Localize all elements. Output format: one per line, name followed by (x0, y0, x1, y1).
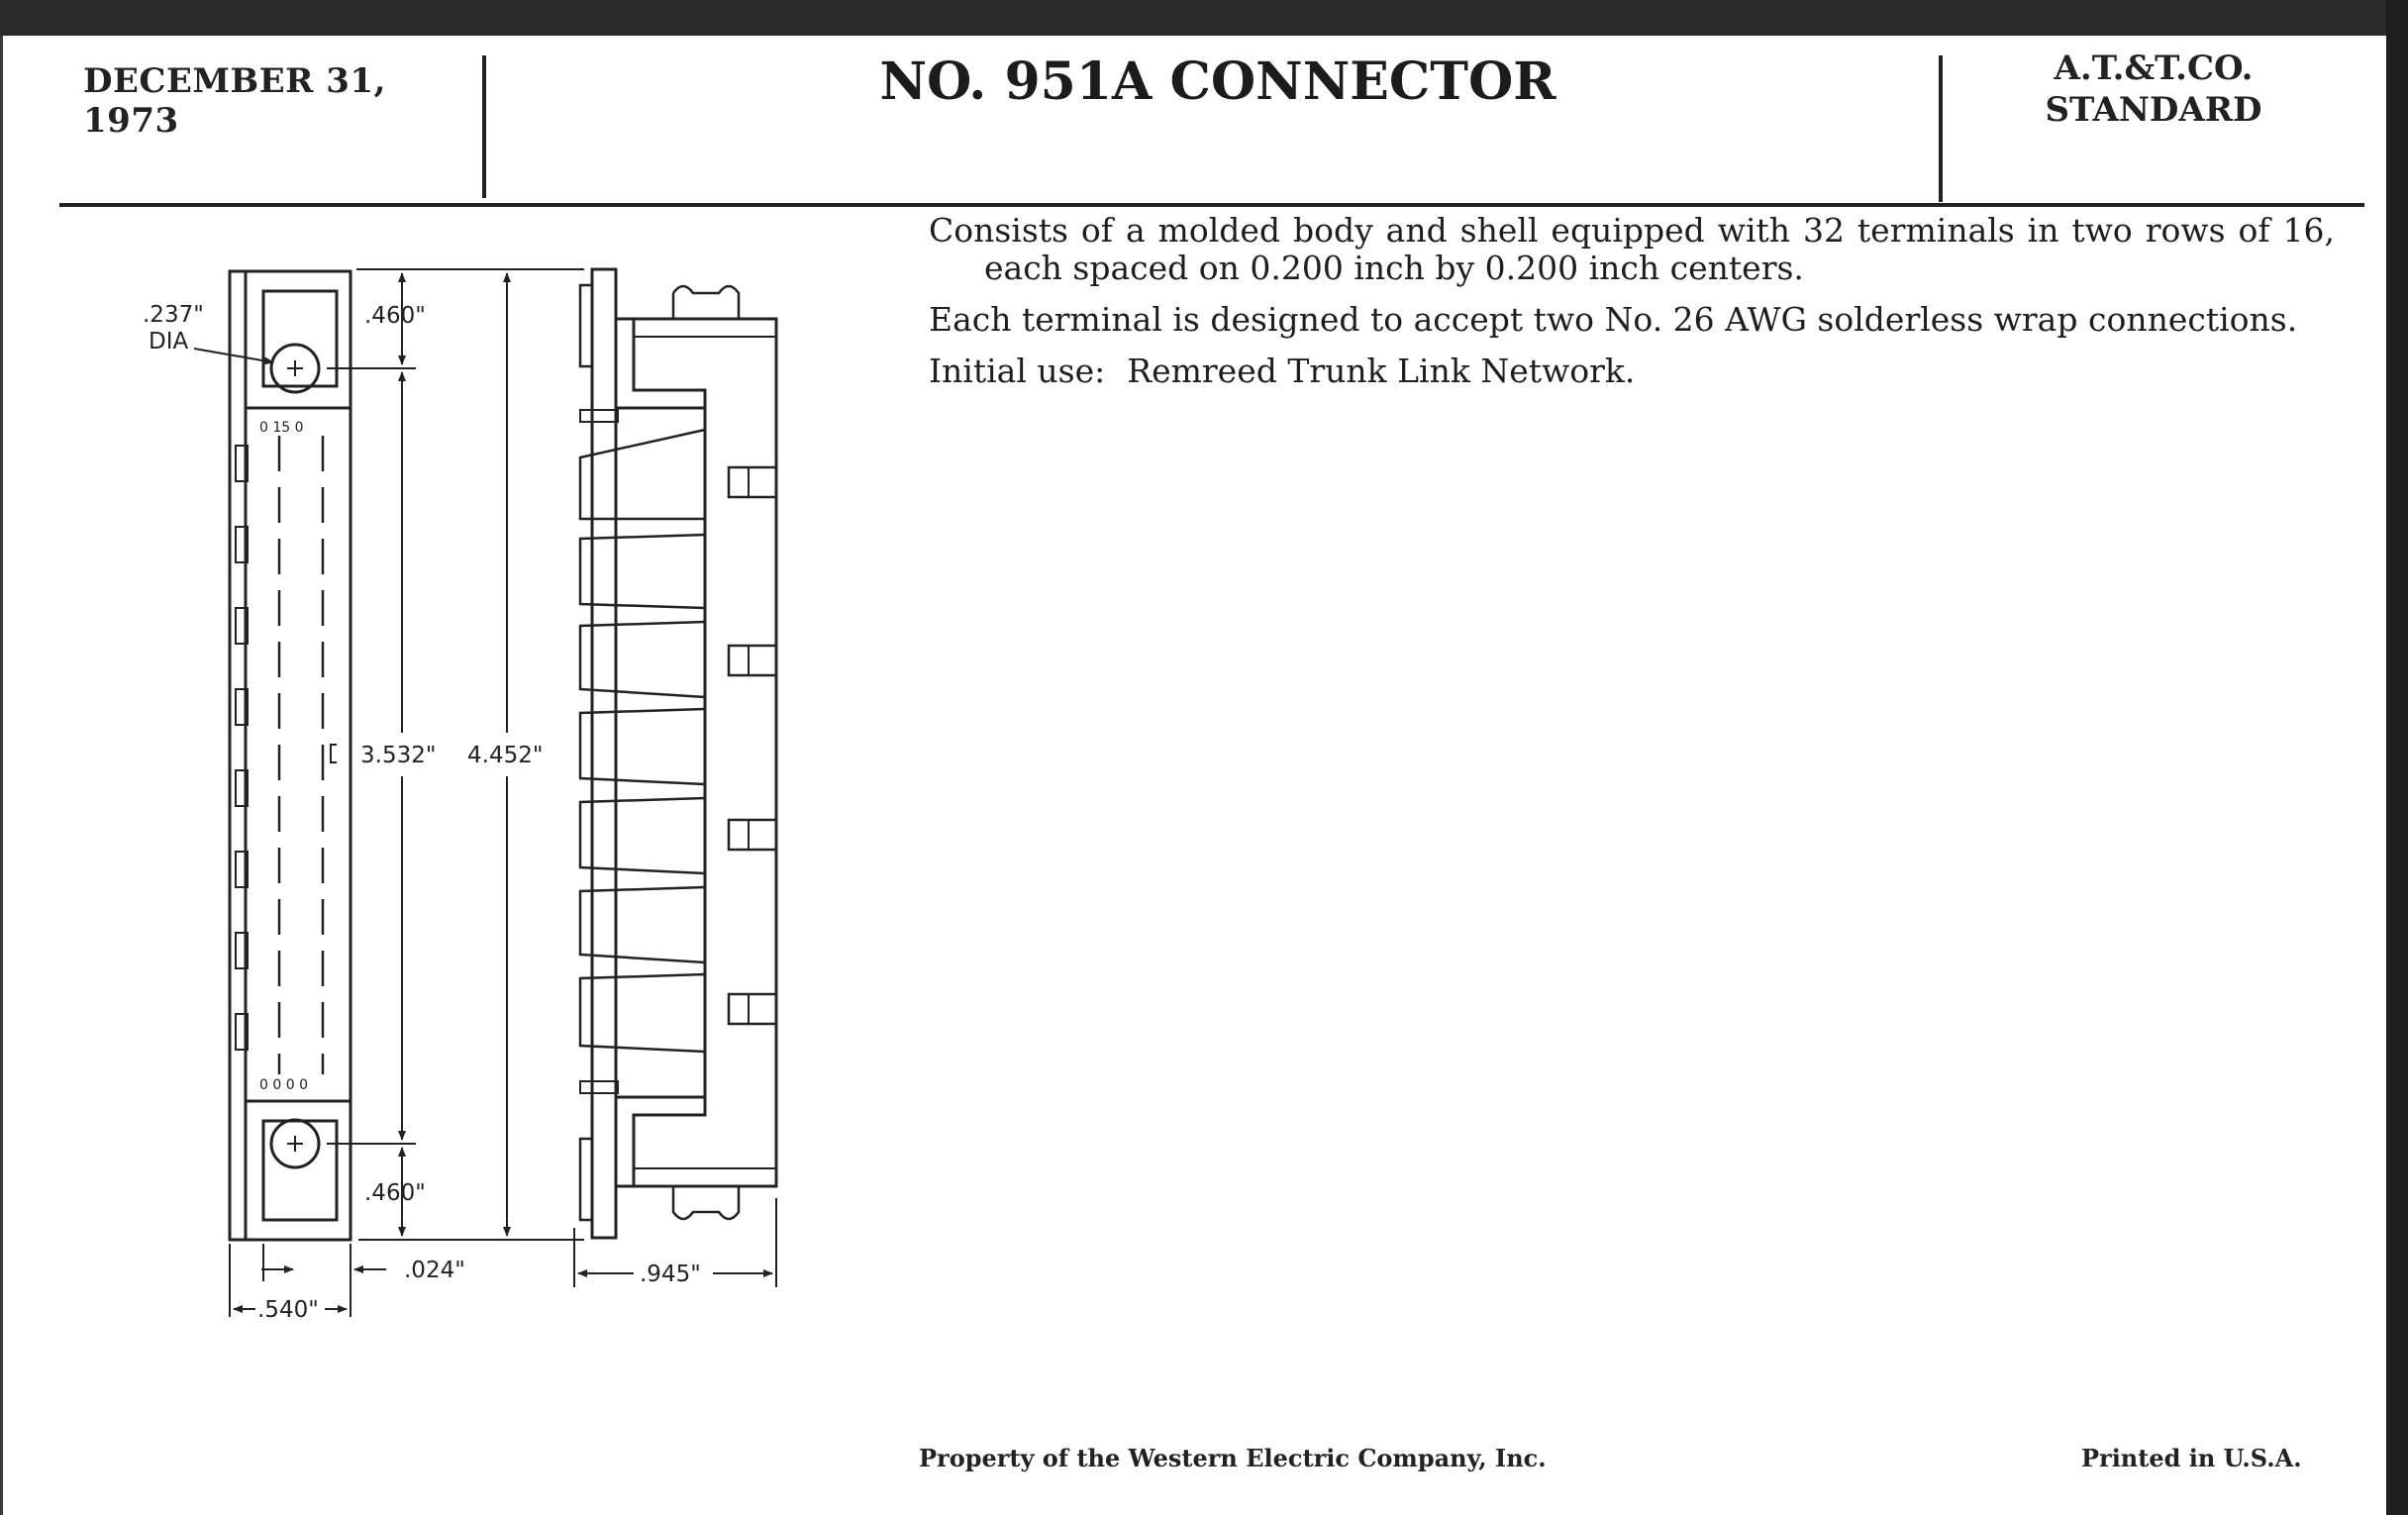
description-paragraph-2: Each terminal is designed to accept two No. 26 AWG solderless wrap connections. (929, 300, 2298, 339)
dim-width-label: .540" (257, 1297, 319, 1323)
front-view (230, 271, 351, 1240)
footer-property: Property of the Western Electric Company, Inc. (919, 1444, 1547, 1472)
dia-value-label: .237" (143, 302, 204, 328)
standard-line-1: A.T.&T.CO. (2054, 49, 2254, 88)
terminal-mark-bottom: 0 0 0 0 (259, 1077, 308, 1093)
header-date: DECEMBER 31, 1973 (83, 61, 386, 141)
dim-middle-label: 3.532" (360, 743, 437, 768)
standard-line-2: STANDARD (2045, 90, 2262, 130)
page-title: NO. 951A CONNECTOR (879, 51, 1556, 112)
bottom-mount-inner (263, 1121, 337, 1220)
dim-bottom-label: .460" (364, 1180, 426, 1206)
footer-printed: Printed in U.S.A. (2081, 1444, 2302, 1472)
initial-use-value: Remreed Trunk Link Network. (1127, 352, 1636, 390)
dim-offset-label: .024" (404, 1258, 465, 1283)
terminal-mark-top: 0 15 0 (259, 420, 304, 436)
dia-leader (194, 349, 273, 362)
side-view (580, 269, 776, 1238)
front-body-outline (230, 271, 351, 1240)
side-body-outline (616, 319, 776, 1186)
dia-label: DIA (149, 329, 189, 354)
top-mount-inner (263, 291, 337, 386)
dim-depth-label: .945" (640, 1262, 701, 1287)
initial-use-label: Initial use: (929, 352, 1106, 390)
dim-overall-label: 4.452" (467, 743, 544, 768)
dim-top-label: .460" (364, 303, 426, 329)
description-paragraph-1: Consists of a molded body and shell equipped with 32 terminals in two rows of 16, each spaced on 0.200 inch by 0.200 inch centers. (929, 211, 2335, 287)
